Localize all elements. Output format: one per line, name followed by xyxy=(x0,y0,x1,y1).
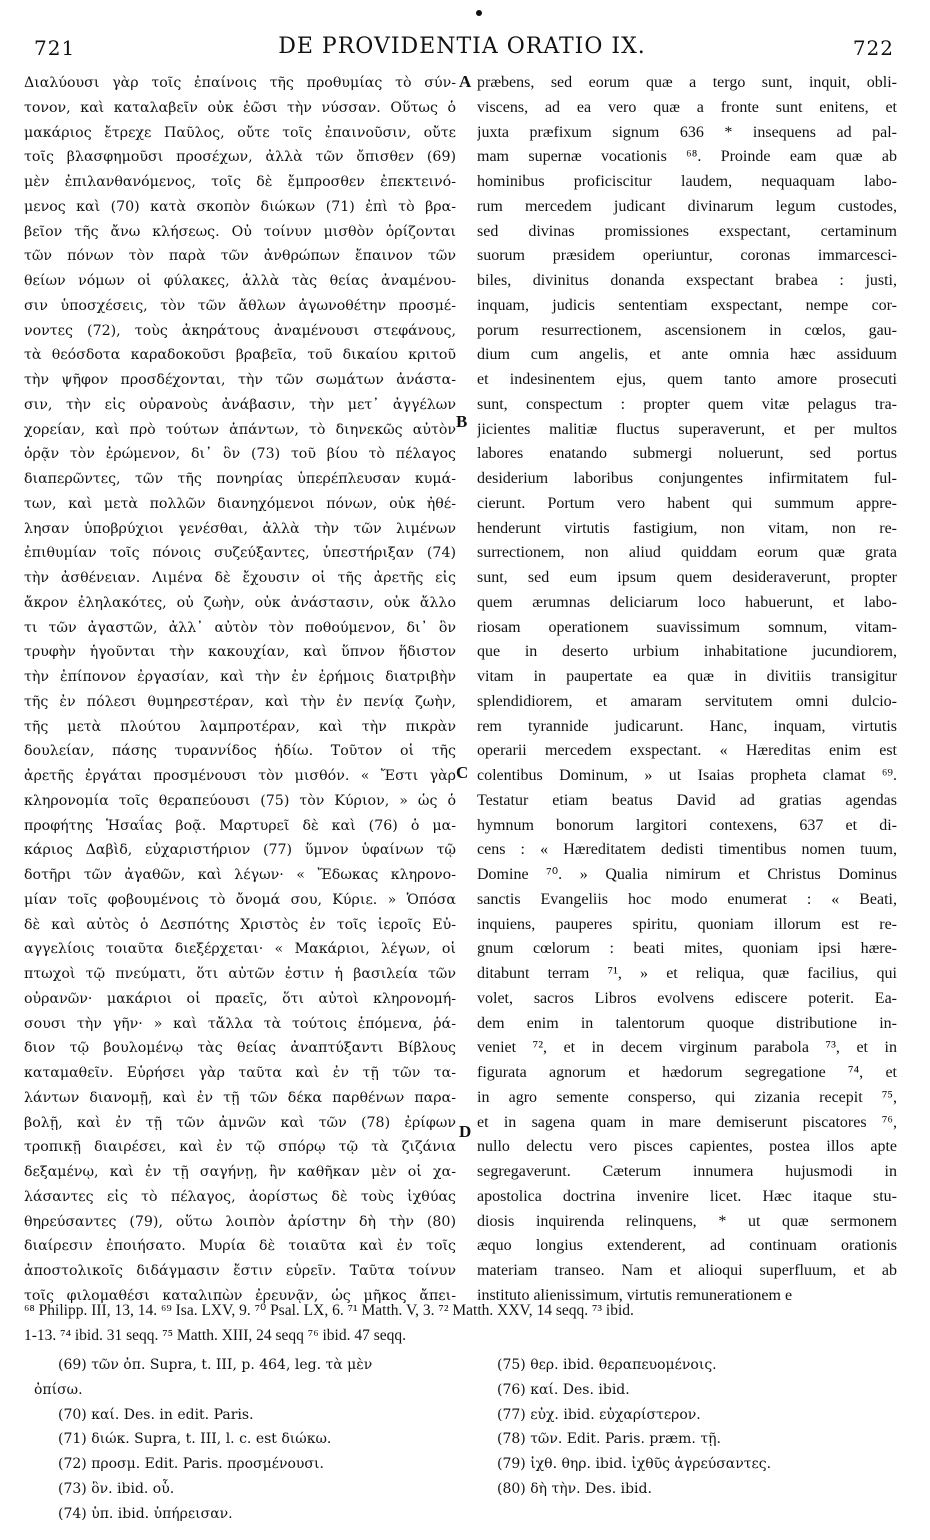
page-number-right: 722 xyxy=(852,36,894,60)
variant-note-line: (70) καί. Des. in edit. Paris. xyxy=(58,1406,254,1423)
latin-text-line: riosam operationem suavissimum somnum, vitam- xyxy=(477,618,897,636)
variant-notes-right xyxy=(497,1357,897,1506)
greek-text-line: δοτῆρι τῶν ἀγαθῶν, καὶ λέγων· « Ἔδωκας κληρονο- xyxy=(24,867,456,883)
greek-text-line: σουσι τὴν γῆν· » καὶ τἄλλα τὰ τούτοις ἑπόμενα, ῥά- xyxy=(24,1015,456,1032)
latin-text-line: diosis inquirenda relinquens, * ut quæ sermonem xyxy=(477,1212,897,1230)
latin-text-line: hymnum bonorum largitori contexens, 637 et di- xyxy=(477,816,897,834)
greek-text-line: τὰ θεόσδοτα καραδοκοῦσι βραβεῖα, τοῦ δικαίου κριτοῦ xyxy=(24,347,456,364)
greek-text-line: ὁρᾷν τὸν ἐρώμενον, δι᾽ ὃν (73) τοῦ βίου τὸ πέλαγος xyxy=(24,446,456,463)
variant-note-line: (80) δὴ τὴν. Des. ibid. xyxy=(497,1480,652,1497)
greek-text-line: διαπερῶντες, τῶν τῆς πονηρίας ὑπερέπλευσαν κυμά- xyxy=(24,471,456,487)
latin-text-line: sanctis Evangeliis hoc modo enumerat : « Beati, xyxy=(477,890,897,908)
greek-text-line: προφήτης Ἡσαΐας βοᾷ. Μαρτυρεῖ δὲ καὶ (76) ὁ μα- xyxy=(24,817,456,834)
latin-text-line: materiam transeo. Nam et alioqui superfluum, et ab xyxy=(477,1262,897,1279)
greek-text-line: των, καὶ μετὰ πολλῶν διανηχόμενοι πόνων, οὐκ ἠθέ- xyxy=(24,495,456,512)
latin-text-line: vitam in paupertate ea quæ in divitiis transigitur xyxy=(477,668,897,685)
latin-text-line: splendidiorem, et amaram servitutem omni dulcio- xyxy=(477,692,897,710)
latin-text-line: figurata agnorum et hædorum segregatione ⁷⁴, et xyxy=(477,1064,897,1081)
running-title: DE PROVIDENTIA ORATIO IX. xyxy=(278,34,646,59)
latin-text-line: segregaverunt. Cæterum innumera hujusmodi in xyxy=(477,1163,897,1180)
variant-note-line: ὀπίσω. xyxy=(34,1381,83,1398)
latin-text-line: que in deserto urbium inhabitatione jucundiorem, xyxy=(477,643,897,661)
latin-text-line: sunt, sed eum ipsum quem desideraverunt, propter xyxy=(477,569,897,586)
latin-text-line: Testatur etiam beatus David ad gratias agendas xyxy=(477,791,897,809)
greek-text-line: διαίρεσιν ἐποιήσατο. Μυρία δὲ τοιαῦτα καὶ ἐν τοῖς xyxy=(24,1238,456,1255)
greek-text-line: τὴν ἐπίπονον ἐργασίαν, καὶ τὴν ἐν ἐρήμοις διατριβὴν xyxy=(24,669,456,685)
greek-text-line: μενος καὶ (70) κατὰ σκοπὸν διώκων (71) ἐπὶ τὸ βρα- xyxy=(24,198,456,215)
greek-text-line: θείων νόμων οἱ φύλακες, ἀλλὰ τὰς θείας ἀναμένου- xyxy=(24,273,456,289)
greek-text-line: κάριος Δαβὶδ, εὐχαριστήριον (77) ὕμνον ὑφαίνων τῷ xyxy=(24,842,456,859)
variant-note-line: (76) καί. Des. ibid. xyxy=(497,1381,630,1398)
margin-letter-d: D xyxy=(459,1122,472,1141)
greek-text-line: τῆς μετὰ πλούτου λαμπροτέραν, καὶ τὴν πικρὰν xyxy=(24,718,456,735)
variant-note-line: (75) θερ. ibid. θεραπευομένοις. xyxy=(497,1357,717,1373)
greek-text-line: θηρεύσαντες (79), οὕτω λοιπὸν ἀρίστην δὴ τὴν (80) xyxy=(24,1213,456,1230)
latin-text-line: inquam, judicis sententiam exspectant, nempe cor- xyxy=(477,296,897,314)
latin-text-line: dium cum angelis, et ante omnia hæc assiduum xyxy=(477,346,897,364)
latin-text-line: henderunt virtutis fastigium, non vitam, non re- xyxy=(477,519,897,537)
latin-text-line: rem tyrannide judicarunt. Hanc, inquam, virtutis xyxy=(477,717,897,735)
variant-note-line: (71) διώκ. Supra, t. III, l. c. est διώκω. xyxy=(58,1431,332,1448)
latin-text-line: porum resurrectionem, ascensionem in cœlos, gau- xyxy=(477,321,897,339)
greek-text-line: τροπικῇ διαιρέσει, καὶ ἐν τῷ σπόρῳ τῷ τὰ ζιζάνια xyxy=(24,1139,456,1156)
greek-text-line: τοῖς βλασφημοῦσι προσέχων, ἀλλὰ τῶν ὄπισθεν (69) xyxy=(24,149,456,166)
page-number-left: 721 xyxy=(34,36,76,60)
latin-text-line: sunt, conspectum : propter quem vitæ pelagus tra- xyxy=(477,395,897,413)
latin-text-line: apostolica doctrina invenire licet. Hæc itaque stu- xyxy=(477,1187,897,1205)
latin-text-line: et in sagena quam in mare demiserunt piscatores ⁷⁶, xyxy=(477,1113,897,1131)
greek-text-line: λάσαντες εἰς τὸ πέλαγος, ἀορίστως δὲ τοὺς ἰχθύας xyxy=(24,1188,456,1205)
latin-text-line: nullo delectu vero pisces capientes, postea illos apte xyxy=(477,1138,897,1156)
latin-text-line: surrectionem, non aliud quiddam eorum quæ grata xyxy=(477,544,897,562)
greek-text-line: κληρονομία τοῖς θεραπεύουσι (75) τὸν Κύριον, » ὡς ὁ xyxy=(24,792,456,809)
greek-text-line: τρυφὴν ἡγοῦνται τὴν κακουχίαν, καὶ ὕπνον ἥδιστον xyxy=(24,644,456,661)
greek-text-line: μακάριος ἔτρεχε Παῦλος, οὔτε τοῖς ἐπαινοῦσιν, οὔτε xyxy=(24,124,456,141)
greek-text-line: τὴν ἀσθένειαν. Λιμένα δὲ ἔχουσιν οἱ τῆς ἀρετῆς εἰς xyxy=(24,570,456,586)
greek-text-line: τονον, καὶ καταλαβεῖν οὐκ ἐῶσι τὴν νύσσαν. Οὕτως ὁ xyxy=(24,99,456,116)
latin-text-line: hominibus proficiscitur laudem, nequaquam labo- xyxy=(477,173,897,190)
latin-text-line: quem ærumnas deliciarum loco habuerunt, et labo- xyxy=(477,593,897,611)
greek-text-line: οὐρανῶν· μακάριοι οἱ πραεῖς, ὅτι αὐτοὶ κληρονομή- xyxy=(24,990,456,1007)
greek-text-line: ἀρετῆς ἐργάται προσμένουσι τὸν μισθόν. « Ἔστι γὰρ xyxy=(24,768,456,784)
margin-letter-b: B xyxy=(456,412,468,431)
scripture-footnotes xyxy=(24,1301,904,1351)
latin-text-line: et indesinentem ejus, quem tanto amore prosecuti xyxy=(477,371,897,388)
latin-text-line: Domine ⁷⁰. » Qualia nimirum et Christus Dominus xyxy=(477,866,897,883)
greek-text-line: δουλείαν, πάσης τυραννίδος ἡδίω. Τοῦτον οἱ τῆς xyxy=(24,743,456,760)
variant-note-line: (77) εὐχ. ibid. εὐχαρίστερον. xyxy=(497,1406,701,1423)
variant-note-line: (79) ἰχθ. θηρ. ibid. ἰχθῦς ἀγρεύσαντες. xyxy=(497,1456,772,1472)
greek-text-line: ἐπιθυμίαν τοῖς πόνοις συζεύξαντες, ὑπεστήριξαν (74) xyxy=(24,545,456,562)
greek-text-line: αγγελίοις τοιαῦτα διεξέρχεται· « Μακάριοι, λέγων, οἱ xyxy=(24,941,456,958)
footnote-line: 1-13. ⁷⁴ ibid. 31 seqq. ⁷⁵ Matth. XIII, 24 seqq ⁷⁶ ibid. 47 seqq. xyxy=(24,1326,406,1344)
latin-text-line: veniet ⁷², et in decem virginum parabola ⁷³, et in xyxy=(477,1039,897,1057)
greek-text-line: μίαν τοῖς φοβουμένοις τὸ ὄνομά σου, Κύριε. » Ὁπόσα xyxy=(24,891,456,908)
latin-text-line: inquiens, pauperes spiritu, quoniam illorum est re- xyxy=(477,915,897,933)
greek-text-line: σιν ὑποσχέσεις, τὸν τῶν ἄθλων ἀγωνοθέτην προσμέ- xyxy=(24,297,456,314)
greek-text-line: καταμαθεῖν. Εὑρήσει γὰρ ταῦτα καὶ ἐν τῇ τῶν τα- xyxy=(24,1065,456,1081)
latin-text-line: præbens, sed eorum quæ a tergo sunt, inquit, obli- xyxy=(477,74,897,91)
greek-text-line: τῶν πόνων τὸν παρὰ τῶν ἀνθρώπων ἔπαινον τῶν xyxy=(24,248,456,265)
latin-text-line: viscens, ad ea vero quæ a fronte sunt enitens, et xyxy=(477,98,897,116)
latin-text-line: ditabunt terram ⁷¹, » et reliqua, quæ facilius, qui xyxy=(477,965,897,982)
latin-text-column xyxy=(477,71,897,1309)
latin-text-line: biles, divinitus donanda exspectant brabea : justi, xyxy=(477,272,897,289)
latin-text-line: colentibus Dominum, » ut Isaias propheta clamat ⁶⁹. xyxy=(477,767,897,784)
latin-text-line: dem enim in talentorum quoque distributione in- xyxy=(477,1014,897,1032)
greek-text-line: τι τῶν ἀγαστῶν, ἀλλ᾽ αὐτὸν τὸν ποθούμενον, δι᾽ ὃν xyxy=(24,619,456,636)
greek-text-line: χορείαν, καὶ πρὸ τούτων ἁπάντων, τὸ διηνεκῶς αὐτὸν xyxy=(24,421,456,438)
latin-text-line: instituto alienissimum, virtutis remunerationem e xyxy=(477,1286,793,1304)
variant-note-line: (74) ὑπ. ibid. ὑπήρεισαν. xyxy=(58,1505,233,1522)
latin-text-line: æquo longius extenderent, ad continuam orationis xyxy=(477,1237,897,1255)
greek-text-line: βολῇ, καὶ ἐν τῇ τῶν ἀμνῶν καὶ τῶν (78) ἐρίφων xyxy=(24,1114,456,1131)
greek-text-line: δὲ καὶ αὐτὸς ὁ Δεσπότης Χριστὸς ἐν τοῖς ἱεροῖς Εὐ- xyxy=(24,916,456,933)
greek-text-line: λάντων διανομῇ, καὶ ἐν τῇ τῶν δέκα παρθένων παρα- xyxy=(24,1089,456,1106)
latin-text-line: cierunt. Portum vero habent qui summum appre- xyxy=(477,494,897,512)
greek-text-line: διον τῷ βουλομένῳ τὰς θείας ἀναπτύξαντι Βίβλους xyxy=(24,1040,456,1057)
latin-text-line: desiderium laboribus conjungentes infirmitatem ful- xyxy=(477,470,897,487)
latin-text-line: suorum præsidem operiuntur, coronas immarcesci- xyxy=(477,247,897,265)
greek-text-line: ἀποστολικοῖς διδάγμασιν ἔστιν εὑρεῖν. Ταῦτα τοίνυν xyxy=(24,1263,456,1279)
latin-text-line: labores enatando submergi noluerunt, sed portus xyxy=(477,445,897,463)
greek-text-line: τῆς ἐν πόλεσι θυμηρεστέραν, καὶ τὴν ἐν πενίᾳ ζωὴν, xyxy=(24,693,456,710)
latin-text-line: operarii mercedem exspectant. « Hæreditas enim est xyxy=(477,742,897,760)
latin-text-line: jicientes malitiæ fluctus superaverunt, et per multos xyxy=(477,420,897,438)
greek-text-line: τοῖς φιλομαθέσι καταλιπὼν ἐρευνᾷν, ὡς μῆκος ἄπει- xyxy=(24,1287,456,1304)
greek-text-line: βεῖον τῆς ἄνω κλήσεως. Οὐ τοίνυν μισθὸν ὁρίζονται xyxy=(24,223,456,240)
greek-text-line: ἄκρον ἐληλακότες, οὐ ζωὴν, οὐκ ἀνάστασιν, οὐκ ἄλλο xyxy=(24,594,456,611)
latin-text-line: gnum cœlorum : beati mites, quoniam ipsi hære- xyxy=(477,940,897,958)
latin-text-line: mam supernæ vocationis ⁶⁸. Proinde eam quæ ab xyxy=(477,148,897,166)
greek-text-line: δεξαμένῳ, καὶ ἐν τῇ σαγήνῃ, ἣν καθῆκαν μὲν οἱ χα- xyxy=(24,1164,456,1180)
latin-text-line: rum mercedem judicant divinarum legum custodes, xyxy=(477,197,897,215)
greek-text-line: μὲν ἐπιλανθανόμενος, τοῖς δὲ ἔμπροσθεν ἐπεκτεινό- xyxy=(24,174,456,190)
greek-text-line: Διαλύουσι γὰρ τοῖς ἐπαίνοις τῆς προθυμίας τὸ σύν- xyxy=(24,75,456,91)
greek-text-line: σιν, τὴν εἰς οὐρανοὺς ἀνάβασιν, τὴν μετ᾽ ἀγγέλων xyxy=(24,396,456,413)
variant-note-line: (73) ὃν. ibid. οὗ. xyxy=(58,1480,175,1497)
latin-text-line: in agro semente consperso, qui zizania recepit ⁷⁵, xyxy=(477,1088,897,1106)
top-dot-mark xyxy=(476,10,482,16)
greek-text-column xyxy=(24,71,456,1309)
greek-text-line: νοντες (72), τοὺς ἀκηράτους ἀναμένουσι στεφάνους, xyxy=(24,322,456,339)
variant-note-line: (69) τῶν ὀπ. Supra, t. III, p. 464, leg. τὰ μὲν xyxy=(58,1357,373,1373)
variant-notes-left xyxy=(34,1357,458,1530)
variant-note-line: (78) τῶν. Edit. Paris. præm. τῇ. xyxy=(497,1431,721,1448)
greek-text-line: λησαν ὑποβρύχιοι γενέσθαι, ἀλλὰ τὴν τῶν λιμένων xyxy=(24,520,456,537)
latin-text-line: juxta præfixum signum 636 * insequens ad pal- xyxy=(477,123,897,141)
variant-note-line: (72) προσμ. Edit. Paris. προσμένουσι. xyxy=(58,1456,324,1472)
latin-text-line: sed divinas promissiones exspectant, certaminum xyxy=(477,222,897,240)
latin-text-line: cens : « Hæreditatem dedisti timentibus nomen tuum, xyxy=(477,841,897,859)
latin-text-line: volet, sacros Libros evolvens ediscere poterit. Ea- xyxy=(477,989,897,1007)
footnote-line: ⁶⁸ Philipp. III, 13, 14. ⁶⁹ Isa. LXV, 9. ⁷⁰ Psal. LX, 6. ⁷¹ Matth. V, 3. ⁷² Matth. XXV, 14 seqq. ⁷³ ibid. xyxy=(24,1302,634,1319)
greek-text-line: πτωχοὶ τῷ πνεύματι, ὅτι αὐτῶν ἐστιν ἡ βασιλεία τῶν xyxy=(24,966,456,982)
greek-text-line: τὴν ψῆφον προσδέχονται, τὴν τῶν σωμάτων ἀνάστα- xyxy=(24,372,456,388)
margin-letter-a: A xyxy=(459,72,472,91)
running-header xyxy=(28,34,896,70)
margin-letter-c: C xyxy=(456,763,469,782)
